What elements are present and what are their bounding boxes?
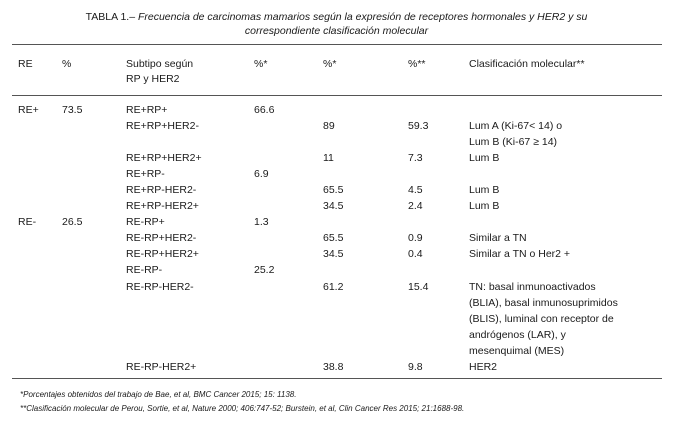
row-pct-b: 34.5 (323, 248, 344, 260)
header-clasificacion: Clasificación molecular** (469, 58, 585, 70)
row-clasificacion: Similar a TN o Her2 + (469, 248, 571, 260)
row-clasificacion: andrógenos (LAR), y (469, 329, 566, 341)
row-pct-c: 0.9 (408, 232, 423, 244)
row-subtipo: RE+RP-HER2- (126, 184, 197, 196)
header-pct: % (62, 58, 72, 70)
header-re: RE (18, 58, 33, 70)
table-title-line2: correspondiente clasificación molecular (244, 25, 429, 37)
row-clasificacion: (BLIA), basal inmunosuprimidos (469, 297, 618, 309)
footnote-1: *Porcentajes obtenidos del trabajo de Bae, et al, BMC Cancer 2015; 15: 1138. (20, 390, 297, 399)
header-pct-c: %** (408, 58, 426, 70)
row-subtipo: RE+RP+HER2- (126, 120, 199, 132)
row-pct-c: 2.4 (408, 200, 423, 212)
header-pct-a: %* (254, 58, 268, 70)
header-subtipo-line1: Subtipo según (126, 58, 194, 70)
group-re-positive-pct: 73.5 (62, 104, 83, 116)
header-subtipo-line2: RP y HER2 (126, 73, 180, 85)
row-clasificacion: Lum B (469, 184, 500, 196)
table-bottom-rule (12, 378, 662, 379)
row-pct-b: 65.5 (323, 232, 344, 244)
row-clasificacion: mesenquimal (MES) (469, 345, 565, 357)
row-subtipo: RE+RP+ (126, 104, 168, 116)
row-clasificacion: (BLIS), luminal con receptor de (469, 313, 614, 325)
header-bottom-rule (12, 95, 662, 96)
row-subtipo: RE-RP-HER2+ (126, 361, 197, 373)
row-pct-b: 61.2 (323, 281, 344, 293)
row-pct-b: 11 (323, 152, 334, 164)
row-pct-b: 34.5 (323, 200, 344, 212)
row-subtipo: RE-RP+ (126, 216, 165, 228)
row-pct-c: 15.4 (408, 281, 429, 293)
row-pct-c: 9.8 (408, 361, 423, 373)
row-pct-b: 65.5 (323, 184, 344, 196)
group-re-negative-pct: 26.5 (62, 216, 83, 228)
row-pct-c: 4.5 (408, 184, 423, 196)
row-clasificacion: Lum A (Ki-67< 14) o (469, 120, 563, 132)
row-clasificacion: Lum B (Ki-67 ≥ 14) (469, 136, 558, 148)
row-pct-c: 59.3 (408, 120, 429, 132)
group-re-positive: RE+ (18, 104, 39, 116)
row-subtipo: RE-RP- (126, 264, 163, 276)
row-pct-a: 66.6 (254, 104, 275, 116)
row-clasificacion: HER2 (469, 361, 498, 373)
row-pct-c: 0.4 (408, 248, 423, 260)
row-pct-a: 6.9 (254, 168, 269, 180)
row-pct-b: 89 (323, 120, 335, 132)
row-clasificacion: Similar a TN (469, 232, 527, 244)
row-pct-a: 1.3 (254, 216, 269, 228)
row-subtipo: RE-RP+HER2+ (126, 248, 199, 260)
header-pct-b: %* (323, 58, 337, 70)
row-clasificacion: Lum B (469, 152, 500, 164)
row-subtipo: RE+RP+HER2+ (126, 152, 202, 164)
row-subtipo: RE+RP- (126, 168, 165, 180)
row-clasificacion: Lum B (469, 200, 500, 212)
row-pct-c: 7.3 (408, 152, 423, 164)
table-title (0, 10, 673, 38)
row-pct-b: 38.8 (323, 361, 344, 373)
row-subtipo: RE+RP-HER2+ (126, 200, 199, 212)
row-clasificacion: TN: basal inmunoactivados (469, 281, 596, 293)
group-re-negative: RE- (18, 216, 37, 228)
table-label: TABLA 1.– (85, 11, 136, 23)
table-title-line1: Frecuencia de carcinomas mamarios según la expresión de receptores hormonales y HER2 y su (137, 11, 588, 23)
footnote-2: **Clasificación molecular de Perou, Sortie, et al, Nature 2000; 406:747-52; Burstein, et al, Clin Cancer Res 2015; 21:1688-98. (20, 404, 465, 413)
row-pct-a: 25.2 (254, 264, 275, 276)
row-subtipo: RE-RP-HER2- (126, 281, 194, 293)
row-subtipo: RE-RP+HER2- (126, 232, 197, 244)
header-top-rule (12, 44, 662, 45)
